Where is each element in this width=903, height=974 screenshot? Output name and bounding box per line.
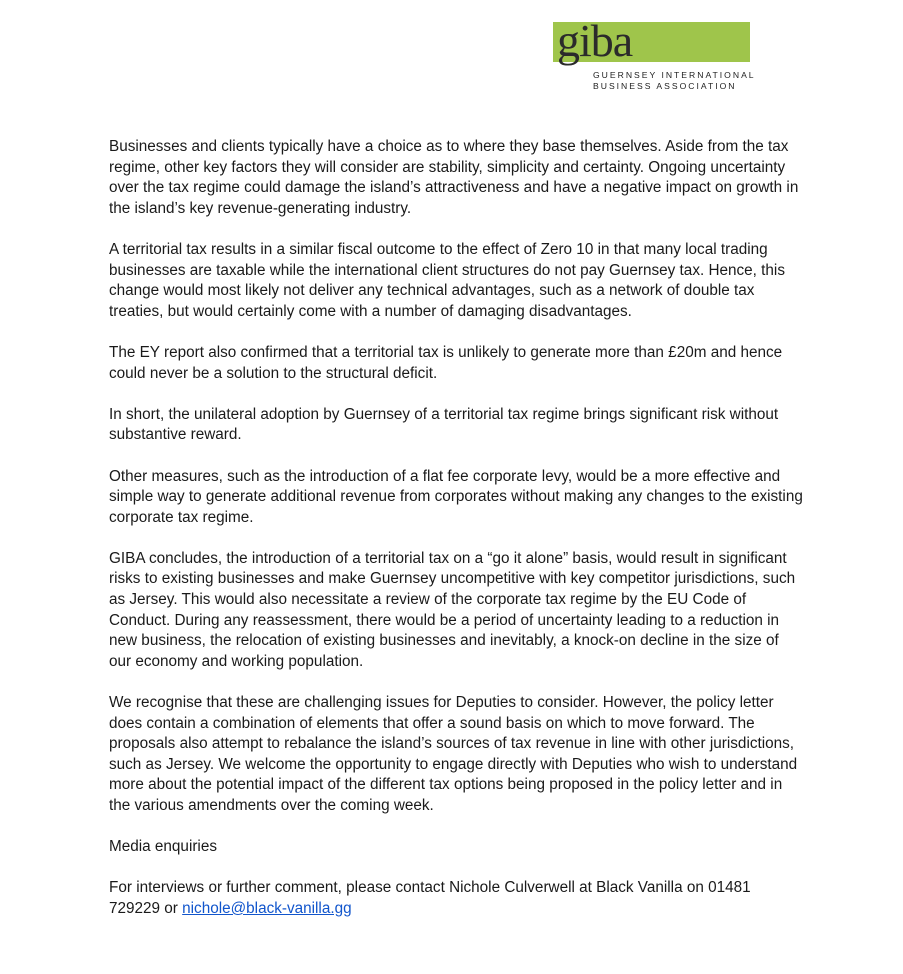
paragraph-giba-concludes: GIBA concludes, the introduction of a territorial tax on a “go it alone” basis, would result in significant risks to existing businesses and make Guernsey uncompetitive with key competitor jurisdictions, such as Jersey. This would also necessitate a review of the corporate tax regime by the EU Code of Conduct. During any reassessment, there would be a period of uncertainty leading to a reduction in new business, the relocation of existing businesses and inevitably, a knock-on decline in the size of our economy and working population. [109, 549, 796, 670]
contact-paragraph [109, 878, 804, 919]
paragraph-other-measures: Other measures, such as the introduction of a flat fee corporate levy, would be a more effective and simple way to generate additional revenue from corporates without making any changes to the existing corporate tax regime. [109, 467, 803, 526]
paragraph-territorial-tax: A territorial tax results in a similar fiscal outcome to the effect of Zero 10 in that many local trading businesses are taxable while the international client structures do not pay Guernsey tax. Hence, this change would most likely not deliver any technical advantages, such as a network of double tax treaties, but would certainly come with a number of damaging disadvantages. [109, 240, 785, 320]
paragraph-we-recognise: We recognise that these are challenging issues for Deputies to consider. However, the policy letter does contain a combination of elements that offer a sound basis on which to move forward. The proposals also attempt to rebalance the island’s sources of tax revenue in line with other jurisdictions, such as Jersey. We welcome the opportunity to engage directly with Deputies who wish to understand more about the potential impact of the different tax options being proposed in the policy letter and in the various amendments over the coming week. [109, 694, 798, 814]
paragraph-tax-choice: Businesses and clients typically have a choice as to where they base themselves. Aside from the tax regime, other key factors they will consider are stability, simplicity and certainty. Ongoing uncertainty over the tax regime could damage the island’s attractiveness and have a negative impact on growth in the island’s key revenue-generating industry. [109, 138, 799, 217]
document-body [109, 137, 804, 940]
contact-text: For interviews or further comment, please contact Nichole Culverwell at Black Vanilla on 01481 729229 or [109, 879, 751, 917]
giba-logo [553, 15, 756, 92]
media-enquiries-heading: Media enquiries [109, 838, 217, 856]
paragraph-ey-report: The EY report also confirmed that a territorial tax is unlikely to generate more than £20m and hence could never be a solution to the structural deficit. [109, 343, 783, 382]
logo-wordmark: giba [557, 15, 633, 66]
logo-subtitle [593, 70, 756, 92]
logo-subtitle-line1: GUERNSEY INTERNATIONAL [593, 70, 756, 80]
contact-email-link[interactable]: nichole@black-vanilla.gg [182, 899, 352, 917]
paragraph-in-short: In short, the unilateral adoption by Guernsey of a territorial tax regime brings significant risk without substantive reward. [109, 405, 779, 444]
logo-subtitle-line2: BUSINESS ASSOCIATION [593, 81, 737, 91]
